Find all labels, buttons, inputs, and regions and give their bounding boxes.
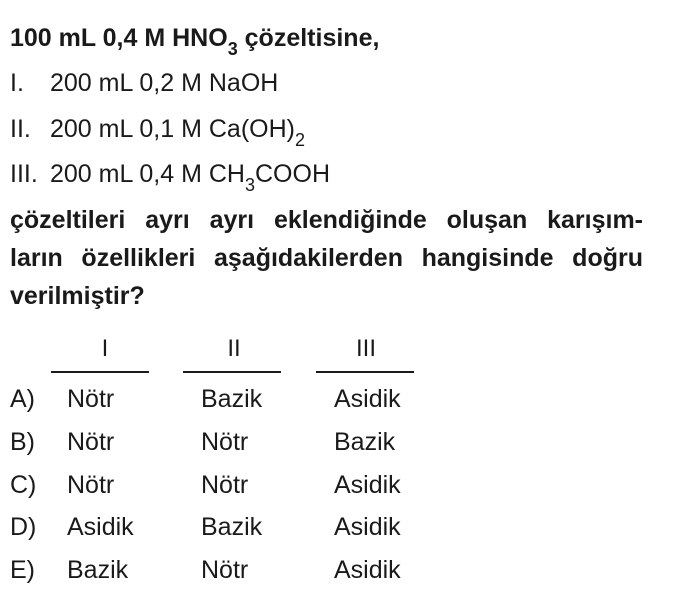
intro-subscript: 3 (227, 39, 238, 59)
option-cell-2: Nötr (201, 556, 249, 584)
option-d[interactable] (0, 513, 680, 553)
column-rule-1 (51, 371, 149, 373)
option-cell-2: Nötr (201, 471, 249, 499)
option-a[interactable] (0, 385, 680, 425)
intro-text-after: çözeltisine, (237, 24, 380, 52)
option-cell-3: Asidik (334, 471, 401, 499)
item-numeral: II. (10, 115, 31, 143)
option-e[interactable] (0, 556, 680, 596)
option-cell-1: Nötr (67, 471, 115, 499)
column-header-3: III (355, 335, 376, 362)
solution-item-2 (10, 115, 305, 150)
stem-line: verilmiştir? (10, 282, 145, 310)
solution-item-3 (10, 160, 330, 195)
solution-item-1 (10, 71, 278, 96)
column-header-1: I (101, 335, 109, 362)
item-numeral: III. (10, 160, 38, 188)
option-letter: E) (10, 556, 35, 584)
option-cell-2: Nötr (201, 428, 249, 456)
option-cell-3: Asidik (334, 513, 401, 541)
item-subscript: 2 (294, 130, 305, 150)
item-numeral: I. (10, 69, 24, 97)
option-letter: D) (10, 513, 37, 541)
intro-text: 100 mL 0,4 M HNO (10, 24, 228, 52)
option-cell-3: Asidik (334, 385, 401, 413)
option-letter: B) (10, 428, 35, 456)
option-letter: A) (10, 385, 35, 413)
item-text: 200 mL 0,4 M CH (50, 160, 245, 188)
option-letter: C) (10, 471, 37, 499)
option-cell-1: Bazik (67, 556, 129, 584)
option-cell-3: Asidik (334, 556, 401, 584)
column-rule-2 (183, 371, 281, 373)
stem-line: ların özellikleri aşağıdakilerden hangisinde doğru (10, 244, 643, 272)
option-cell-1: Nötr (67, 385, 115, 413)
item-text-after: COOH (255, 160, 330, 188)
option-b[interactable] (0, 428, 680, 468)
item-text: 200 mL 0,1 M Ca(OH) (50, 115, 295, 143)
option-cell-3: Bazik (334, 428, 396, 456)
question-intro (10, 24, 380, 59)
column-header-2: II (227, 335, 241, 362)
question-stem (10, 201, 643, 315)
item-subscript: 3 (244, 175, 255, 195)
option-cell-1: Asidik (67, 513, 134, 541)
option-cell-2: Bazik (201, 513, 263, 541)
column-rule-3 (316, 371, 414, 373)
item-text: 200 mL 0,2 M NaOH (50, 69, 279, 97)
stem-line: çözeltileri ayrı ayrı eklendiğinde oluşan karışım- (10, 206, 643, 234)
option-cell-1: Nötr (67, 428, 115, 456)
option-c[interactable] (0, 471, 680, 511)
option-cell-2: Bazik (201, 385, 263, 413)
